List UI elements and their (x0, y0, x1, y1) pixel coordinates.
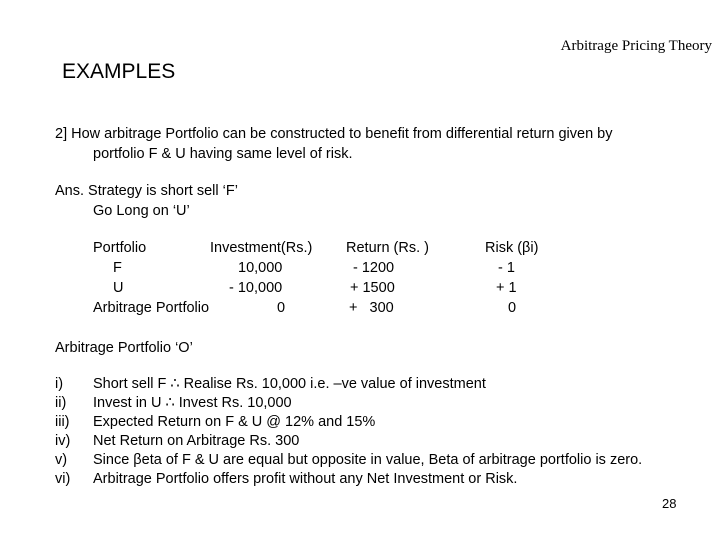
table-cell: - 10,000 (229, 280, 283, 296)
list-item-text: Expected Return on F & U @ 12% and 15% (93, 414, 376, 430)
page-number: 28 (662, 496, 677, 511)
list-item-text: Net Return on Arbitrage Rs. 300 (93, 433, 300, 449)
page-title: EXAMPLES (62, 60, 176, 83)
table-header-investment: Investment(Rs.) (210, 240, 313, 256)
table-cell: 10,000 (238, 260, 283, 276)
list-item-text: Arbitrage Portfolio offers profit without any Net Investment or Risk. (93, 471, 518, 487)
table-header-risk: Risk (βi) (485, 240, 539, 256)
list-item-number: iii) (55, 414, 70, 430)
list-item-text: Since βeta of F & U are equal but opposite in value, Beta of arbitrage portfolio is zero. (93, 452, 643, 468)
table-cell: + 1500 (350, 280, 395, 296)
list-item-number: i) (55, 376, 64, 392)
table-cell: 0 (508, 300, 517, 316)
answer-line-1: Ans. Strategy is short sell ‘F’ (55, 183, 238, 199)
list-item-number: v) (55, 452, 68, 468)
arbitrage-portfolio-label: Arbitrage Portfolio ‘O’ (55, 340, 193, 356)
question-line-1: 2] How arbitrage Portfolio can be constructed to benefit from differential return given by (55, 126, 613, 142)
table-cell: 0 (277, 300, 286, 316)
list-item-number: vi) (55, 471, 71, 487)
header-title: Arbitrage Pricing Theory (560, 38, 712, 54)
table-cell: U (113, 280, 124, 296)
table-header-return: Return (Rs. ) (346, 240, 429, 256)
list-item-number: ii) (55, 395, 67, 411)
list-item-number: iv) (55, 433, 71, 449)
answer-line-2: Go Long on ‘U’ (93, 203, 190, 219)
list-item-text: Short sell F ∴ Realise Rs. 10,000 i.e. –ve value of investment (93, 376, 486, 392)
table-cell: - 1200 (353, 260, 395, 276)
question-line-2: portfolio F & U having same level of risk. (93, 146, 353, 162)
table-cell: Arbitrage Portfolio (93, 300, 210, 316)
table-cell: F (113, 260, 122, 276)
table-cell: - 1 (498, 260, 515, 276)
table-header-portfolio: Portfolio (93, 240, 147, 256)
list-item-text: Invest in U ∴ Invest Rs. 10,000 (93, 395, 292, 411)
table-cell: + 300 (349, 300, 394, 316)
table-cell: + 1 (496, 280, 517, 296)
